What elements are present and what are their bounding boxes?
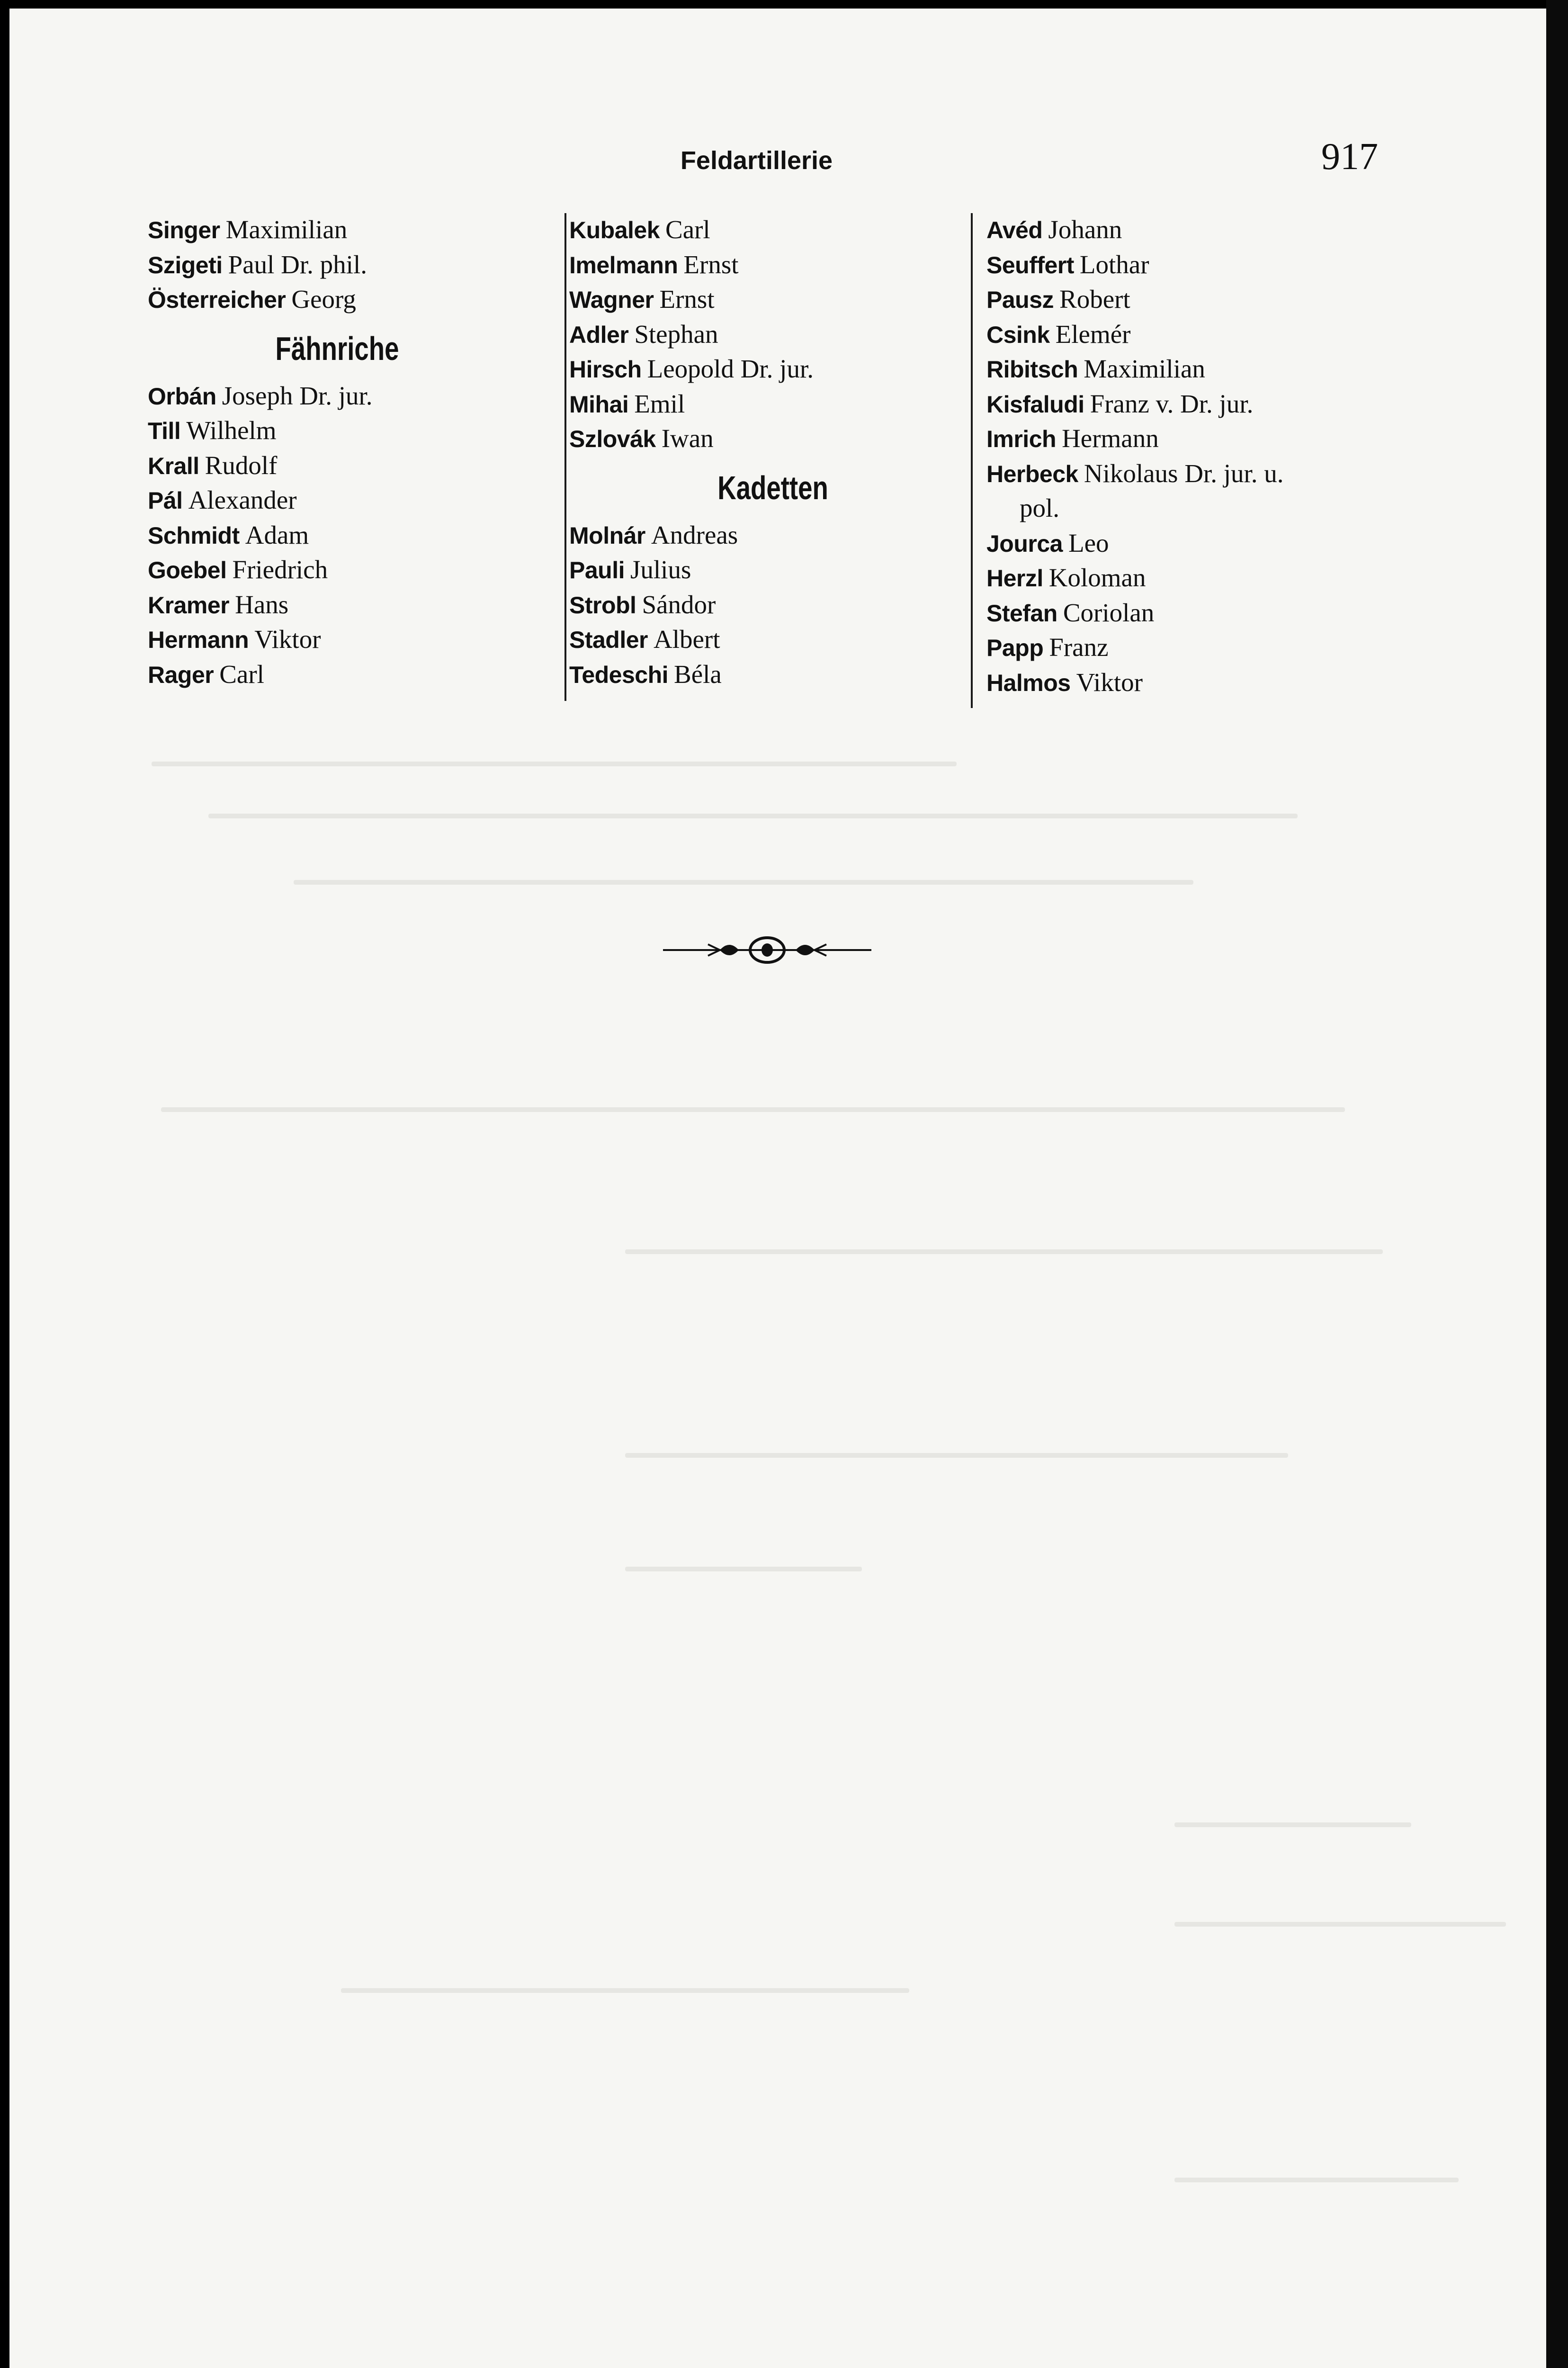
given-name: Joseph Dr. jur. [222, 381, 373, 410]
name-entry [986, 212, 1413, 247]
name-entry [986, 386, 1413, 422]
surname: Hirsch [569, 356, 642, 383]
surname: Szigeti [148, 251, 223, 278]
name-column-1 [148, 212, 527, 691]
surname: Wagner [569, 287, 654, 313]
section-heading: Kadetten [717, 469, 828, 506]
name-entry [569, 386, 977, 422]
surname: Seuffert [986, 251, 1074, 278]
given-name: Rudolf [205, 450, 278, 480]
given-name: Leo [1068, 528, 1109, 557]
surname: Kubalek [569, 217, 660, 243]
given-name: Ernst [683, 250, 739, 279]
surname: Kisfaludi [986, 391, 1084, 418]
name-entry [986, 351, 1413, 386]
name-entry [148, 413, 527, 448]
given-name: Robert [1059, 285, 1130, 314]
name-entry [986, 630, 1413, 665]
surname: Strobl [569, 592, 636, 619]
surname: Goebel [148, 557, 227, 583]
bleed-through-line [1174, 2178, 1459, 2182]
name-entry [148, 587, 527, 622]
name-entry-continuation [986, 491, 1413, 526]
given-name: Maximilian [225, 215, 348, 244]
name-entry [569, 587, 977, 622]
column-rule-2 [971, 213, 973, 708]
given-name: Viktor [254, 625, 321, 654]
name-entry [986, 282, 1413, 317]
surname: Till [148, 418, 181, 444]
given-name: Lothar [1079, 250, 1149, 279]
name-entry [569, 657, 977, 692]
name-entry [986, 456, 1413, 491]
name-entry [148, 212, 527, 247]
name-entry [986, 665, 1413, 700]
surname: Ribitsch [986, 356, 1078, 383]
surname: Orbán [148, 383, 216, 410]
given-name: Koloman [1048, 563, 1146, 592]
surname: Österreicher [148, 287, 286, 313]
given-name: Nikolaus Dr. jur. u. [1084, 458, 1284, 488]
given-name: Wilhelm [186, 416, 277, 445]
name-entry [986, 526, 1413, 561]
surname: Herzl [986, 565, 1043, 592]
surname: Pauli [569, 557, 625, 583]
running-header [9, 146, 1546, 175]
name-entry [148, 247, 527, 282]
bleed-through-line [625, 1453, 1288, 1458]
name-column-3 [986, 212, 1413, 700]
given-name: Andreas [651, 520, 738, 549]
given-name: Johann [1048, 215, 1122, 244]
name-entry [148, 448, 527, 483]
surname: Imelmann [569, 251, 678, 278]
surname: Molnár [569, 522, 645, 549]
surname: Stadler [569, 627, 648, 653]
name-entry [148, 282, 527, 317]
surname: Pausz [986, 287, 1054, 313]
given-name: Alexander [188, 485, 297, 514]
name-entry [986, 421, 1413, 456]
name-column-2 [569, 212, 977, 691]
given-name: Friedrich [232, 555, 328, 584]
running-header-text: Feldartillerie [680, 146, 833, 175]
page-number: 917 [1321, 136, 1378, 178]
given-name: Emil [634, 389, 685, 418]
name-entry [569, 421, 977, 456]
given-name: Franz [1049, 633, 1109, 662]
name-entry [569, 622, 977, 657]
name-entry [569, 247, 977, 282]
surname: Jourca [986, 530, 1063, 557]
scan-border [1546, 0, 1568, 2368]
surname: Avéd [986, 217, 1043, 243]
surname: Herbeck [986, 460, 1078, 487]
bleed-through-line [625, 1567, 862, 1571]
bleed-through-line [1174, 1822, 1411, 1827]
surname: Stefan [986, 600, 1057, 627]
surname: Szlovák [569, 426, 656, 452]
given-name: Stephan [634, 319, 718, 349]
given-name: Sándor [642, 590, 716, 619]
given-name: Hermann [1062, 424, 1159, 453]
book-page [9, 9, 1546, 2368]
column-rule-1 [564, 213, 566, 701]
given-name: Paul Dr. phil. [228, 250, 367, 279]
given-name: Maximilian [1084, 354, 1205, 383]
name-entry [986, 595, 1413, 630]
surname: Kramer [148, 592, 230, 619]
bleed-through-line [1174, 1922, 1506, 1927]
name-entry [986, 247, 1413, 282]
name-entry [986, 317, 1413, 352]
name-entry [569, 351, 977, 386]
given-name: Elemér [1055, 319, 1131, 349]
given-name: Albert [654, 625, 720, 654]
name-entry [148, 552, 527, 587]
name-entry [986, 560, 1413, 595]
surname: Imrich [986, 426, 1057, 452]
surname: Adler [569, 321, 629, 348]
bleed-through-line [208, 814, 1298, 818]
name-entry [148, 378, 527, 413]
name-entry [569, 317, 977, 352]
bleed-through-line [152, 762, 957, 766]
surname: Mihai [569, 391, 629, 418]
name-entry [569, 282, 977, 317]
bleed-through-line [294, 880, 1193, 885]
bleed-through-line [161, 1107, 1345, 1112]
given-name: Ernst [659, 285, 715, 314]
surname: Halmos [986, 669, 1071, 696]
name-entry [148, 518, 527, 553]
given-name: Franz v. Dr. jur. [1090, 389, 1254, 418]
given-name: pol. [1020, 493, 1060, 522]
name-entry [148, 622, 527, 657]
given-name: Adam [245, 520, 309, 549]
given-name: Carl [665, 215, 710, 244]
name-entry [148, 483, 527, 518]
surname: Krall [148, 452, 199, 479]
surname: Hermann [148, 627, 249, 653]
given-name: Hans [235, 590, 289, 619]
given-name: Béla [674, 659, 722, 689]
surname: Singer [148, 217, 220, 243]
given-name: Georg [291, 285, 356, 314]
given-name: Coriolan [1063, 598, 1155, 627]
surname: Pál [148, 487, 183, 514]
surname: Tedeschi [569, 661, 669, 688]
surname: Schmidt [148, 522, 240, 549]
surname: Papp [986, 635, 1044, 661]
surname: Csink [986, 321, 1050, 348]
bleed-through-line [341, 1988, 909, 1993]
given-name: Viktor [1076, 667, 1143, 697]
given-name: Leopold Dr. jur. [647, 354, 814, 383]
given-name: Julius [630, 555, 691, 584]
given-name: Carl [219, 659, 264, 689]
name-entry [569, 518, 977, 553]
name-entry [569, 212, 977, 247]
given-name: Iwan [661, 424, 714, 453]
ornamental-divider-icon [663, 931, 871, 969]
name-entry [148, 657, 527, 692]
section-heading: Fähnriche [275, 330, 399, 367]
surname: Rager [148, 661, 214, 688]
name-entry [569, 552, 977, 587]
bleed-through-line [625, 1249, 1383, 1254]
